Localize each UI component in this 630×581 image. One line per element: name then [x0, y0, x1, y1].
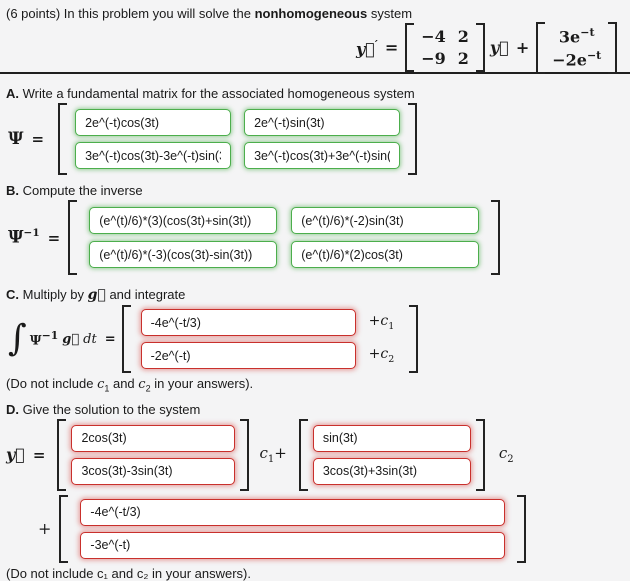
c2-subscript: 2	[388, 353, 395, 365]
psi-equals: =	[31, 130, 45, 148]
note-c1: c	[97, 377, 105, 392]
answer-matrix-e-bracket-left	[59, 495, 68, 563]
note-and: and	[109, 376, 139, 391]
section-c-title-post: and integrate	[105, 287, 186, 302]
forcing-entry-2-exp: −t	[586, 49, 602, 63]
y-equals: =	[32, 445, 46, 464]
answer-matrix-d2-bracket-right	[476, 419, 485, 491]
problem-header-block	[0, 0, 630, 74]
forcing-entry-1	[552, 26, 601, 46]
psi-inverse-exponent-c: −1	[41, 329, 59, 343]
answer-c-r2[interactable]	[141, 342, 356, 369]
answer-a-r2c1[interactable]	[75, 142, 231, 169]
answer-matrix-c-bracket-left	[122, 305, 131, 373]
integral-label	[8, 318, 116, 359]
answer-matrix-a-bracket-right	[408, 103, 417, 175]
c1-symbol: c	[380, 313, 389, 330]
coefficient-matrix	[405, 23, 485, 72]
y-prime-vector	[356, 38, 378, 58]
answer-a-r1c1[interactable]	[75, 109, 231, 136]
section-c-title-pre: Multiply by	[19, 287, 88, 302]
intro-text-suffix: system	[367, 6, 413, 21]
answer-a-r1c2[interactable]	[244, 109, 400, 136]
clipped-bottom-note: (Do not include c₁ and c₂ in your answers).	[6, 565, 251, 581]
psi-symbol-c: Ψ	[29, 333, 42, 349]
plus-c1-term	[369, 313, 393, 332]
psi-label	[8, 129, 44, 149]
answer-matrix-c-bracket-right	[409, 305, 418, 373]
c2-symbol: c	[380, 346, 389, 363]
y-vector-symbol: y⃗	[356, 38, 375, 58]
answer-e-r1[interactable]	[80, 499, 505, 526]
c2-symbol-d: c	[498, 444, 508, 463]
answer-b-r2c2[interactable]	[291, 241, 479, 268]
y-vector-symbol-d: y⃗	[6, 445, 25, 465]
integral-row-2	[141, 342, 399, 369]
section-b-title: Compute the inverse	[19, 183, 143, 198]
answer-b-r2c1[interactable]	[89, 241, 277, 268]
answer-matrix-a-bracket-left	[58, 103, 67, 175]
vector-bracket-left	[536, 22, 545, 74]
fundamental-matrix-row	[8, 103, 630, 175]
section-d-heading	[6, 402, 630, 417]
matrix-bracket-left	[405, 23, 414, 72]
answer-d2-r2[interactable]	[313, 458, 471, 485]
answer-matrix-d2-bracket-left	[299, 419, 308, 491]
answer-matrix-b-bracket-left	[68, 200, 77, 275]
solution-matrix-2	[299, 419, 485, 491]
integral-row	[8, 305, 630, 373]
note-c2-sub: 2	[145, 383, 151, 394]
answer-a-r2c2[interactable]	[244, 142, 400, 169]
forcing-entry-1-base: 3e	[558, 27, 581, 47]
y-solution-label	[6, 445, 45, 464]
section-d-title: Give the solution to the system	[19, 401, 201, 417]
psi-symbol: Ψ	[8, 129, 24, 149]
section-c-note	[6, 376, 630, 394]
c1-plus: +	[368, 313, 381, 330]
c2-plus: +	[368, 346, 381, 363]
y-vector-symbol-2: y⃗	[489, 38, 509, 58]
particular-matrix	[59, 495, 526, 563]
plus-sign: +	[515, 38, 530, 58]
forcing-vector-entries	[545, 22, 608, 74]
answer-d1-r1[interactable]	[71, 425, 235, 452]
intro-text-prefix: (6 points) In this problem you will solve the	[6, 6, 255, 21]
forcing-vector	[536, 22, 617, 74]
note-c1-sub: 1	[104, 383, 110, 394]
plus-c2-term	[369, 346, 393, 365]
fundamental-matrix	[58, 103, 417, 175]
integral-equals: =	[104, 331, 116, 347]
section-a-letter: A.	[6, 86, 19, 101]
integral-row-1	[141, 309, 399, 336]
answer-b-r1c1[interactable]	[89, 207, 277, 234]
answer-e-r2[interactable]	[80, 532, 505, 559]
particular-plus-sign: +	[38, 519, 52, 539]
integral-result-matrix	[122, 305, 418, 373]
coefficient-matrix-entries	[414, 23, 476, 72]
forcing-entry-1-exp: −t	[580, 26, 595, 39]
c1-plus-term	[259, 444, 286, 465]
dt-symbol: dt	[83, 331, 97, 347]
answer-c-r1[interactable]	[141, 309, 356, 336]
vector-bracket-right	[608, 22, 617, 74]
section-c-heading	[6, 287, 630, 303]
psi-inverse-in-integral	[30, 329, 58, 348]
solution-row	[6, 419, 630, 491]
psi-inverse-label	[8, 227, 60, 248]
forcing-entry-2-base: −2e	[552, 50, 587, 70]
c1-subscript: 1	[388, 320, 395, 332]
section-c-letter: C.	[6, 287, 19, 302]
answer-b-r1c2[interactable]	[291, 207, 479, 234]
answer-matrix-d1-bracket-right	[240, 419, 249, 491]
solution-matrix-1	[57, 419, 249, 491]
c1-subscript-d: 1	[267, 454, 275, 466]
particular-matrix-cells	[68, 495, 517, 563]
answer-d1-r2[interactable]	[71, 458, 235, 485]
answer-matrix-b-bracket-right	[491, 200, 500, 275]
integral-result-cells	[131, 305, 409, 373]
answer-matrix-d1-bracket-left	[57, 419, 66, 491]
particular-solution-row	[0, 495, 630, 563]
psi-inverse-equals: =	[47, 228, 61, 247]
section-b-letter: B.	[6, 183, 19, 198]
g-vector-symbol-heading: g⃗	[87, 287, 106, 303]
section-b-heading	[6, 183, 630, 198]
psi-symbol-b: Ψ	[8, 227, 24, 248]
c1-symbol-d: c	[259, 444, 268, 463]
system-equation	[356, 22, 617, 74]
matrix-entry-22: 2	[457, 49, 469, 69]
solution-matrix-2-cells	[308, 419, 476, 491]
prime-mark: ′	[374, 37, 378, 51]
inverse-matrix-cells	[77, 200, 491, 275]
c2-subscript-d: 2	[507, 454, 514, 466]
psi-inverse-symbol	[8, 227, 40, 248]
matrix-bracket-right	[476, 23, 485, 72]
section-d-letter: D.	[6, 401, 19, 417]
c2-term	[499, 444, 514, 465]
g-vector-symbol: g⃗	[62, 331, 80, 347]
forcing-entry-2	[552, 49, 601, 69]
psi-inverse-exponent: −1	[23, 227, 40, 240]
section-a-title: Write a fundamental matrix for the associated homogeneous system	[19, 86, 415, 101]
problem-statement	[0, 0, 630, 21]
fundamental-matrix-cells	[67, 103, 408, 175]
note-pre: (Do not include	[6, 376, 98, 391]
matrix-entry-12: 2	[457, 27, 469, 47]
matrix-entry-21: −9	[421, 49, 446, 69]
answer-d2-r1[interactable]	[313, 425, 471, 452]
note-post: in your answers).	[150, 376, 254, 391]
integral-icon: ∫	[8, 318, 27, 359]
inverse-matrix	[68, 200, 500, 275]
equals-sign: =	[384, 38, 399, 58]
solution-matrix-1-cells	[66, 419, 240, 491]
note-c2: c	[138, 377, 146, 392]
matrix-entry-11: −4	[421, 27, 446, 47]
intro-bold-word: nonhomogeneous	[254, 6, 368, 21]
d-plus-sign: +	[274, 444, 287, 463]
inverse-matrix-row	[8, 200, 630, 275]
answer-matrix-e-bracket-right	[517, 495, 526, 563]
section-a-heading	[6, 86, 630, 101]
